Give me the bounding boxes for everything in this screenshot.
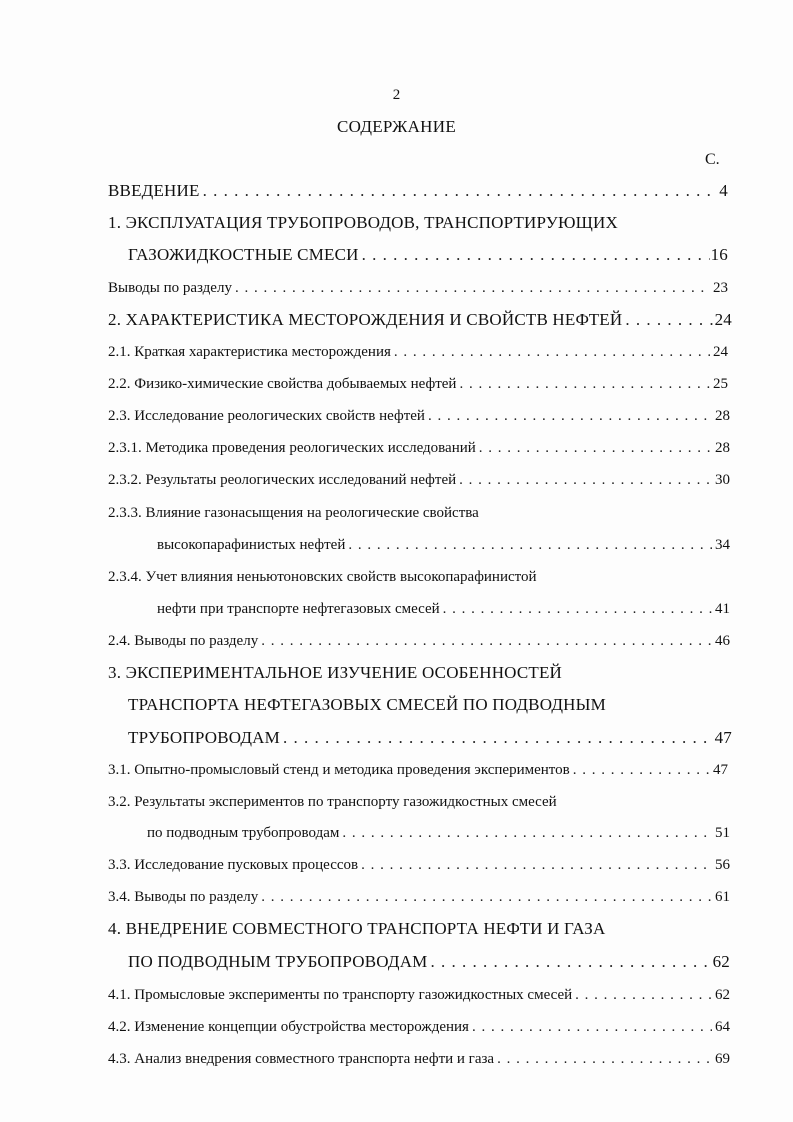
toc-entry-3-4[interactable]: [108, 885, 730, 909]
toc-entry-3-1[interactable]: [108, 758, 728, 782]
leader-dots: [232, 276, 710, 300]
toc-entry-2-3[interactable]: [108, 404, 730, 428]
leader-dots: [258, 629, 712, 653]
leader-dots: [494, 1047, 712, 1071]
toc-entry-page: 34: [715, 537, 730, 553]
toc-entry-text: 2.1. Краткая характеристика месторождения: [108, 344, 391, 360]
page-title: СОДЕРЖАНИЕ: [336, 117, 457, 136]
toc-entry-text: нефти при транспорте нефтегазовых смесей: [157, 601, 440, 617]
leader-dots: [391, 340, 710, 364]
toc-entry-page: 28: [715, 408, 730, 424]
toc-entry-2-3-3[interactable]: [157, 533, 730, 557]
toc-entry-page: 64: [715, 1019, 730, 1035]
toc-entry-chapter-3-line1[interactable]: 3. ЭКСПЕРИМЕНТАЛЬНОЕ ИЗУЧЕНИЕ ОСОБЕННОСТЕЙ: [108, 663, 563, 682]
leader-dots: [572, 983, 712, 1007]
toc-entry-2-2[interactable]: [108, 372, 728, 396]
toc-entry-2-3-2[interactable]: [108, 468, 730, 492]
toc-entry-2-3-1[interactable]: [108, 436, 730, 460]
toc-entry-text: 3.3. Исследование пусковых процессов: [108, 857, 359, 873]
toc-entry-page: 25: [713, 376, 728, 392]
toc-entry-3-2-line1[interactable]: 3.2. Результаты экспериментов по транспорту газожидкостных смесей: [108, 794, 557, 810]
toc-entry-2-3-4[interactable]: [157, 597, 730, 621]
toc-entry-text: 4.1. Промысловые эксперименты по транспорту газожидкостных смесей: [108, 987, 573, 1003]
toc-entry-introduction[interactable]: [108, 179, 728, 203]
toc-entry-chapter-4[interactable]: [128, 950, 730, 974]
toc-entry-page: 28: [715, 440, 730, 456]
toc-entry-page: 41: [715, 601, 730, 617]
leader-dots: [469, 1015, 712, 1039]
leader-dots: [440, 597, 712, 621]
toc-entry-page: 16: [710, 245, 728, 264]
leader-dots: [622, 308, 714, 332]
leader-dots: [359, 243, 710, 267]
leader-dots: [200, 179, 710, 203]
toc-entry-chapter-3-line2[interactable]: ТРАНСПОРТА НЕФТЕГАЗОВЫХ СМЕСЕЙ ПО ПОДВОДНЫМ: [128, 695, 606, 714]
leader-dots: [456, 468, 712, 492]
leader-dots: [456, 372, 710, 396]
toc-entry-page: 47: [713, 762, 728, 778]
toc-entry-page: 61: [715, 889, 730, 905]
toc-entry-page: 24: [714, 310, 732, 329]
toc-entry-text: 2.3.2. Результаты реологических исследований нефтей: [108, 472, 457, 488]
leader-dots: [476, 436, 712, 460]
leader-dots: [425, 404, 712, 428]
toc-entry-chapter-3[interactable]: [128, 726, 732, 750]
toc-entry-text: Выводы по разделу: [108, 280, 232, 296]
leader-dots: [570, 758, 710, 782]
leader-dots: [280, 726, 714, 750]
toc-entry-text: 2.3. Исследование реологических свойств нефтей: [108, 408, 425, 424]
toc-entry-text: 4.2. Изменение концепции обустройства месторождения: [108, 1019, 469, 1035]
toc-entry-page: 62: [715, 987, 730, 1003]
toc-entry-text: 2.2. Физико-химические свойства добываемых нефтей: [108, 376, 457, 392]
toc-entry-page: 51: [715, 825, 730, 841]
toc-entry-2-1[interactable]: [108, 340, 728, 364]
toc-entry-page: 30: [715, 472, 730, 488]
toc-entry-text: 4.3. Анализ внедрения совместного транспорта нефти и газа: [108, 1051, 495, 1067]
toc-entry-text: по подводным трубопроводам: [147, 825, 340, 841]
toc-entry-2-3-4-line1[interactable]: 2.3.4. Учет влияния неньютоновских свойств высокопарафинистой: [108, 569, 537, 585]
toc-entry-2-3-3-line1[interactable]: 2.3.3. Влияние газонасыщения на реологические свойства: [108, 505, 479, 521]
toc-entry-text: 2. ХАРАКТЕРИСТИКА МЕСТОРОЖДЕНИЯ И СВОЙСТВ НЕФТЕЙ: [108, 310, 623, 329]
toc-entry-text: 2.4. Выводы по разделу: [108, 633, 259, 649]
toc-entry-3-3[interactable]: [108, 853, 730, 877]
toc-entry-text: 2.3.1. Методика проведения реологических исследований: [108, 440, 476, 456]
toc-entry-page: 62: [712, 952, 730, 971]
leader-dots: [358, 853, 712, 877]
toc-entry-page: 23: [713, 280, 728, 296]
toc-entry-page: 4: [719, 181, 728, 200]
toc-entry-chapter-1-line1[interactable]: 1. ЭКСПЛУАТАЦИЯ ТРУБОПРОВОДОВ, ТРАНСПОРТИРУЮЩИХ: [108, 213, 618, 232]
toc-entry-text: ВВЕДЕНИЕ: [108, 181, 200, 200]
toc-entry-2-4[interactable]: [108, 629, 730, 653]
toc-entry-text: ПО ПОДВОДНЫМ ТРУБОПРОВОДАМ: [128, 952, 428, 971]
toc-entry-conclusions-1[interactable]: [108, 276, 728, 300]
toc-entry-4-3[interactable]: [108, 1047, 730, 1071]
page-number: 2: [392, 87, 401, 103]
toc-entry-chapter-4-line1[interactable]: 4. ВНЕДРЕНИЕ СОВМЕСТНОГО ТРАНСПОРТА НЕФТИ И ГАЗА: [108, 919, 606, 938]
toc-entry-page: 47: [714, 728, 732, 747]
toc-entry-text: высокопарафинистых нефтей: [157, 537, 346, 553]
leader-dots: [258, 885, 712, 909]
leader-dots: [428, 950, 713, 974]
toc-entry-chapter-1[interactable]: [128, 243, 728, 267]
leader-dots: [339, 821, 712, 845]
toc-entry-text: 3.4. Выводы по разделу: [108, 889, 259, 905]
toc-entry-4-2[interactable]: [108, 1015, 730, 1039]
toc-entry-text: ГАЗОЖИДКОСТНЫЕ СМЕСИ: [128, 245, 359, 264]
toc-entry-text: ТРУБОПРОВОДАМ: [128, 728, 280, 747]
toc-entry-text: 3.1. Опытно-промысловый стенд и методика проведения экспериментов: [108, 762, 570, 778]
toc-entry-3-2[interactable]: [147, 821, 730, 845]
toc-entry-page: 69: [715, 1051, 730, 1067]
toc-entry-chapter-2[interactable]: [108, 308, 732, 332]
toc-entry-page: 46: [715, 633, 730, 649]
toc-entry-4-1[interactable]: [108, 983, 730, 1007]
toc-entry-page: 24: [713, 344, 728, 360]
page-column-label: С.: [705, 151, 720, 168]
toc-entry-page: 56: [715, 857, 730, 873]
leader-dots: [345, 533, 712, 557]
